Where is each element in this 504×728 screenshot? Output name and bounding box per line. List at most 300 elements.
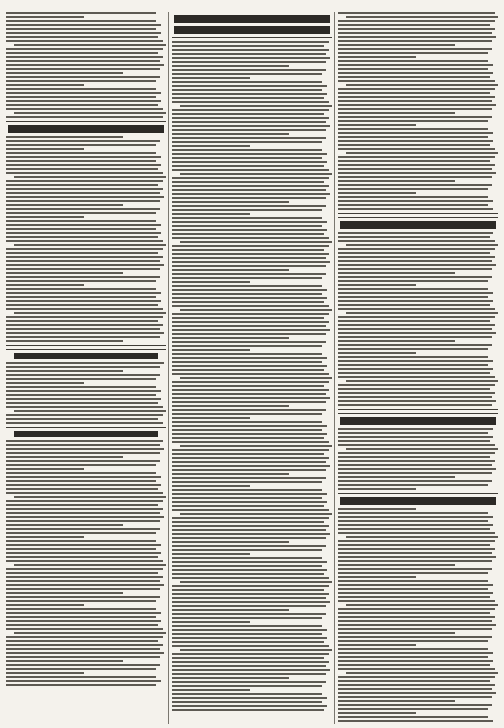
text-line bbox=[338, 168, 492, 170]
text-line bbox=[172, 437, 324, 439]
text-line bbox=[6, 460, 160, 462]
text-line bbox=[6, 492, 163, 494]
text-line bbox=[6, 528, 160, 530]
text-line bbox=[172, 625, 322, 627]
text-line bbox=[172, 433, 327, 435]
text-line bbox=[338, 192, 416, 194]
text-line bbox=[172, 73, 322, 75]
text-line bbox=[172, 393, 326, 395]
text-line bbox=[6, 476, 161, 478]
text-line bbox=[172, 417, 250, 419]
text-line bbox=[172, 293, 322, 295]
text-line bbox=[172, 693, 322, 695]
text-line bbox=[6, 144, 156, 146]
text-line bbox=[172, 125, 330, 127]
text-line bbox=[338, 480, 492, 482]
article-separator bbox=[338, 493, 498, 494]
text-line bbox=[338, 364, 488, 366]
text-line bbox=[6, 40, 163, 42]
text-line bbox=[338, 660, 493, 662]
text-line bbox=[338, 392, 495, 394]
text-line bbox=[172, 645, 329, 647]
text-line bbox=[6, 390, 161, 392]
column-middle bbox=[172, 12, 332, 724]
article-separator bbox=[338, 213, 498, 218]
text-line bbox=[6, 560, 163, 562]
text-line bbox=[338, 708, 488, 710]
text-line bbox=[6, 96, 156, 98]
text-line bbox=[338, 548, 495, 550]
text-line bbox=[172, 673, 326, 675]
text-line bbox=[338, 12, 495, 14]
text-line bbox=[6, 370, 123, 372]
text-line bbox=[172, 569, 327, 571]
text-line bbox=[172, 101, 329, 103]
text-line bbox=[6, 152, 156, 154]
text-line bbox=[172, 221, 327, 223]
text-line bbox=[338, 236, 490, 238]
text-line bbox=[6, 160, 156, 162]
text-line bbox=[6, 524, 123, 526]
text-line bbox=[338, 652, 493, 654]
text-line bbox=[6, 552, 161, 554]
text-line bbox=[6, 28, 156, 30]
text-line bbox=[6, 188, 163, 190]
text-line bbox=[338, 88, 495, 90]
text-line bbox=[172, 121, 326, 123]
article-body bbox=[338, 232, 498, 406]
text-line bbox=[180, 581, 332, 583]
text-line bbox=[172, 657, 324, 659]
column-divider bbox=[334, 12, 335, 724]
text-line bbox=[6, 652, 164, 654]
text-line bbox=[6, 284, 84, 286]
text-line bbox=[338, 56, 416, 58]
text-line bbox=[172, 41, 329, 43]
text-line bbox=[346, 244, 498, 246]
text-line bbox=[6, 192, 160, 194]
text-line bbox=[6, 232, 161, 234]
text-line bbox=[6, 340, 123, 342]
text-line bbox=[6, 248, 163, 250]
text-line bbox=[346, 536, 498, 538]
text-line bbox=[6, 172, 163, 174]
text-line bbox=[6, 414, 163, 416]
text-line bbox=[338, 696, 492, 698]
text-line bbox=[6, 604, 84, 606]
text-line bbox=[6, 60, 160, 62]
text-line bbox=[338, 596, 490, 598]
text-line bbox=[338, 316, 495, 318]
text-line bbox=[6, 366, 160, 368]
text-line bbox=[6, 336, 160, 338]
text-line bbox=[172, 141, 322, 143]
text-line bbox=[6, 156, 161, 158]
text-line bbox=[338, 400, 496, 402]
text-line bbox=[172, 329, 330, 331]
text-line bbox=[338, 276, 492, 278]
text-line bbox=[172, 277, 322, 279]
text-line bbox=[6, 316, 163, 318]
text-line bbox=[338, 356, 488, 358]
text-line bbox=[338, 320, 490, 322]
text-line bbox=[172, 629, 327, 631]
text-line bbox=[172, 317, 324, 319]
text-line bbox=[6, 580, 160, 582]
text-line bbox=[180, 649, 332, 651]
text-line bbox=[338, 264, 496, 266]
text-line bbox=[6, 236, 158, 238]
text-line bbox=[6, 672, 84, 674]
text-line bbox=[172, 689, 250, 691]
text-line bbox=[172, 473, 289, 475]
text-line bbox=[338, 720, 493, 722]
text-line bbox=[338, 308, 495, 310]
text-line bbox=[6, 640, 158, 642]
text-line bbox=[338, 184, 492, 186]
text-line bbox=[172, 501, 327, 503]
text-line bbox=[172, 213, 250, 215]
text-line bbox=[6, 572, 158, 574]
text-line bbox=[338, 72, 493, 74]
text-line bbox=[6, 386, 156, 388]
text-line bbox=[172, 533, 330, 535]
text-line bbox=[172, 233, 324, 235]
text-line bbox=[6, 472, 156, 474]
text-line bbox=[338, 636, 492, 638]
text-line bbox=[6, 260, 160, 262]
text-line bbox=[172, 613, 326, 615]
text-line bbox=[6, 252, 158, 254]
text-line bbox=[180, 513, 332, 515]
text-line bbox=[172, 529, 326, 531]
text-line bbox=[172, 169, 329, 171]
text-line bbox=[6, 224, 161, 226]
text-line bbox=[172, 53, 326, 55]
text-line bbox=[338, 336, 492, 338]
text-line bbox=[338, 232, 493, 234]
text-line bbox=[338, 28, 495, 30]
text-line bbox=[6, 596, 160, 598]
text-line bbox=[172, 653, 329, 655]
text-line bbox=[6, 68, 160, 70]
text-line bbox=[338, 160, 490, 162]
text-line bbox=[6, 504, 158, 506]
text-line bbox=[6, 464, 156, 466]
text-line bbox=[338, 560, 492, 562]
text-line bbox=[338, 124, 416, 126]
text-line bbox=[338, 200, 493, 202]
text-line bbox=[338, 208, 493, 210]
text-line bbox=[346, 380, 498, 382]
text-line bbox=[338, 612, 490, 614]
text-line bbox=[6, 16, 84, 18]
text-line bbox=[172, 485, 250, 487]
text-line bbox=[338, 624, 496, 626]
text-line bbox=[172, 597, 326, 599]
text-line bbox=[172, 425, 327, 427]
text-line bbox=[338, 540, 495, 542]
text-line bbox=[6, 600, 156, 602]
text-line bbox=[172, 553, 250, 555]
text-line bbox=[6, 616, 156, 618]
text-line bbox=[172, 261, 330, 263]
text-line bbox=[6, 32, 161, 34]
text-line bbox=[172, 617, 322, 619]
text-line bbox=[172, 477, 326, 479]
text-line bbox=[338, 48, 492, 50]
headline bbox=[14, 431, 158, 437]
text-line bbox=[172, 465, 330, 467]
text-line bbox=[172, 601, 330, 603]
text-line bbox=[338, 100, 492, 102]
text-line bbox=[6, 116, 163, 118]
text-line bbox=[180, 309, 332, 311]
text-line bbox=[172, 405, 289, 407]
text-line bbox=[6, 532, 156, 534]
text-line bbox=[346, 16, 498, 18]
text-line bbox=[338, 256, 495, 258]
text-line bbox=[338, 644, 416, 646]
text-line bbox=[172, 325, 326, 327]
text-line bbox=[172, 593, 329, 595]
text-line bbox=[6, 216, 84, 218]
text-line bbox=[338, 692, 496, 694]
text-line bbox=[338, 136, 488, 138]
text-line bbox=[172, 633, 322, 635]
text-line bbox=[180, 173, 332, 175]
text-line bbox=[172, 313, 329, 315]
text-line bbox=[6, 196, 164, 198]
text-line bbox=[338, 552, 492, 554]
text-line bbox=[338, 404, 492, 406]
article-separator bbox=[6, 427, 166, 428]
text-line bbox=[6, 660, 123, 662]
text-line bbox=[6, 556, 158, 558]
text-line bbox=[14, 564, 166, 566]
column-divider bbox=[168, 12, 169, 724]
text-line bbox=[338, 484, 488, 486]
text-line bbox=[172, 265, 326, 267]
text-line bbox=[338, 512, 488, 514]
text-line bbox=[172, 685, 322, 687]
text-line bbox=[346, 604, 498, 606]
text-line bbox=[172, 117, 329, 119]
text-line bbox=[172, 237, 329, 239]
text-line bbox=[6, 382, 84, 384]
text-line bbox=[338, 620, 492, 622]
text-line bbox=[172, 585, 329, 587]
headline bbox=[340, 497, 496, 505]
text-line bbox=[338, 684, 495, 686]
text-line bbox=[6, 36, 158, 38]
text-line bbox=[6, 140, 160, 142]
text-line bbox=[338, 580, 488, 582]
article-separator bbox=[172, 37, 332, 38]
text-line bbox=[338, 196, 488, 198]
text-line bbox=[6, 456, 123, 458]
article-separator bbox=[338, 409, 498, 414]
text-line bbox=[338, 296, 488, 298]
text-line bbox=[172, 365, 327, 367]
text-line bbox=[172, 677, 289, 679]
text-line bbox=[6, 148, 84, 150]
text-line bbox=[6, 76, 160, 78]
text-line bbox=[6, 300, 161, 302]
text-line bbox=[6, 684, 156, 686]
text-line bbox=[6, 576, 163, 578]
text-line bbox=[338, 128, 488, 130]
text-line bbox=[172, 385, 324, 387]
column-left bbox=[6, 12, 166, 724]
text-line bbox=[172, 245, 329, 247]
text-line bbox=[172, 65, 289, 67]
text-line bbox=[172, 201, 289, 203]
text-line bbox=[6, 668, 156, 670]
text-line bbox=[338, 572, 488, 574]
text-line bbox=[6, 584, 164, 586]
text-line bbox=[338, 680, 490, 682]
text-line bbox=[338, 140, 493, 142]
text-line bbox=[172, 489, 322, 491]
text-line bbox=[338, 360, 493, 362]
article-body bbox=[6, 440, 166, 686]
text-line bbox=[172, 681, 326, 683]
text-line bbox=[338, 76, 490, 78]
text-line bbox=[6, 268, 160, 270]
text-line bbox=[6, 24, 161, 26]
article-body bbox=[338, 428, 498, 490]
text-line bbox=[172, 669, 330, 671]
text-line bbox=[338, 716, 488, 718]
text-line bbox=[6, 20, 156, 22]
text-line bbox=[6, 136, 123, 138]
text-line bbox=[172, 61, 326, 63]
text-line bbox=[172, 249, 324, 251]
text-line bbox=[338, 576, 416, 578]
text-line bbox=[172, 321, 329, 323]
text-line bbox=[338, 440, 490, 442]
text-line bbox=[6, 362, 164, 364]
text-line bbox=[338, 120, 488, 122]
text-line bbox=[6, 108, 163, 110]
text-line bbox=[172, 205, 326, 207]
text-line bbox=[338, 108, 492, 110]
text-line bbox=[172, 285, 322, 287]
text-line bbox=[338, 284, 416, 286]
text-line bbox=[172, 509, 329, 511]
text-line bbox=[172, 109, 329, 111]
text-line bbox=[6, 636, 163, 638]
text-line bbox=[346, 672, 498, 674]
text-line bbox=[6, 228, 156, 230]
article-separator bbox=[6, 121, 166, 122]
text-line bbox=[338, 488, 416, 490]
text-line bbox=[6, 288, 156, 290]
text-line bbox=[172, 621, 250, 623]
text-line bbox=[6, 164, 161, 166]
text-line bbox=[6, 240, 163, 242]
text-line bbox=[172, 289, 327, 291]
text-line bbox=[6, 168, 158, 170]
text-line bbox=[172, 273, 326, 275]
text-line bbox=[172, 637, 327, 639]
article-body bbox=[338, 12, 498, 210]
text-line bbox=[172, 129, 326, 131]
text-line bbox=[172, 157, 322, 159]
text-line bbox=[172, 161, 327, 163]
text-line bbox=[6, 328, 160, 330]
text-line bbox=[6, 488, 158, 490]
text-line bbox=[14, 44, 166, 46]
text-line bbox=[6, 276, 160, 278]
headline bbox=[340, 417, 496, 425]
text-line bbox=[172, 493, 327, 495]
text-line bbox=[338, 528, 490, 530]
text-line bbox=[172, 549, 322, 551]
text-line bbox=[338, 36, 496, 38]
text-line bbox=[172, 253, 329, 255]
text-line bbox=[338, 648, 488, 650]
text-line bbox=[6, 12, 156, 14]
text-line bbox=[6, 296, 156, 298]
text-line bbox=[338, 32, 492, 34]
text-line bbox=[6, 84, 84, 86]
text-line bbox=[172, 281, 250, 283]
text-line bbox=[338, 340, 455, 342]
text-line bbox=[6, 104, 158, 106]
text-line bbox=[338, 248, 495, 250]
text-line bbox=[6, 180, 163, 182]
text-line bbox=[338, 44, 455, 46]
text-line bbox=[172, 145, 250, 147]
text-line bbox=[338, 436, 493, 438]
text-line bbox=[172, 133, 289, 135]
text-line bbox=[172, 93, 327, 95]
text-line bbox=[6, 292, 161, 294]
text-line bbox=[338, 588, 488, 590]
text-line bbox=[338, 112, 455, 114]
text-line bbox=[6, 256, 163, 258]
text-line bbox=[172, 185, 329, 187]
column-right bbox=[338, 12, 498, 724]
text-line bbox=[180, 241, 332, 243]
text-line bbox=[338, 148, 495, 150]
text-line bbox=[338, 268, 492, 270]
headline bbox=[340, 221, 496, 229]
text-line bbox=[338, 676, 495, 678]
text-line bbox=[172, 193, 330, 195]
article-body bbox=[6, 362, 166, 424]
text-line bbox=[14, 312, 166, 314]
text-line bbox=[172, 381, 329, 383]
text-line bbox=[172, 401, 326, 403]
text-line bbox=[172, 497, 322, 499]
text-line bbox=[172, 97, 324, 99]
text-line bbox=[6, 676, 156, 678]
text-line bbox=[6, 332, 164, 334]
text-line bbox=[338, 164, 495, 166]
text-line bbox=[338, 272, 455, 274]
text-line bbox=[338, 240, 495, 242]
text-line bbox=[172, 177, 329, 179]
text-line bbox=[6, 520, 160, 522]
text-line bbox=[338, 704, 492, 706]
text-line bbox=[172, 505, 324, 507]
text-line bbox=[14, 176, 166, 178]
text-line bbox=[338, 472, 492, 474]
text-line bbox=[338, 388, 490, 390]
